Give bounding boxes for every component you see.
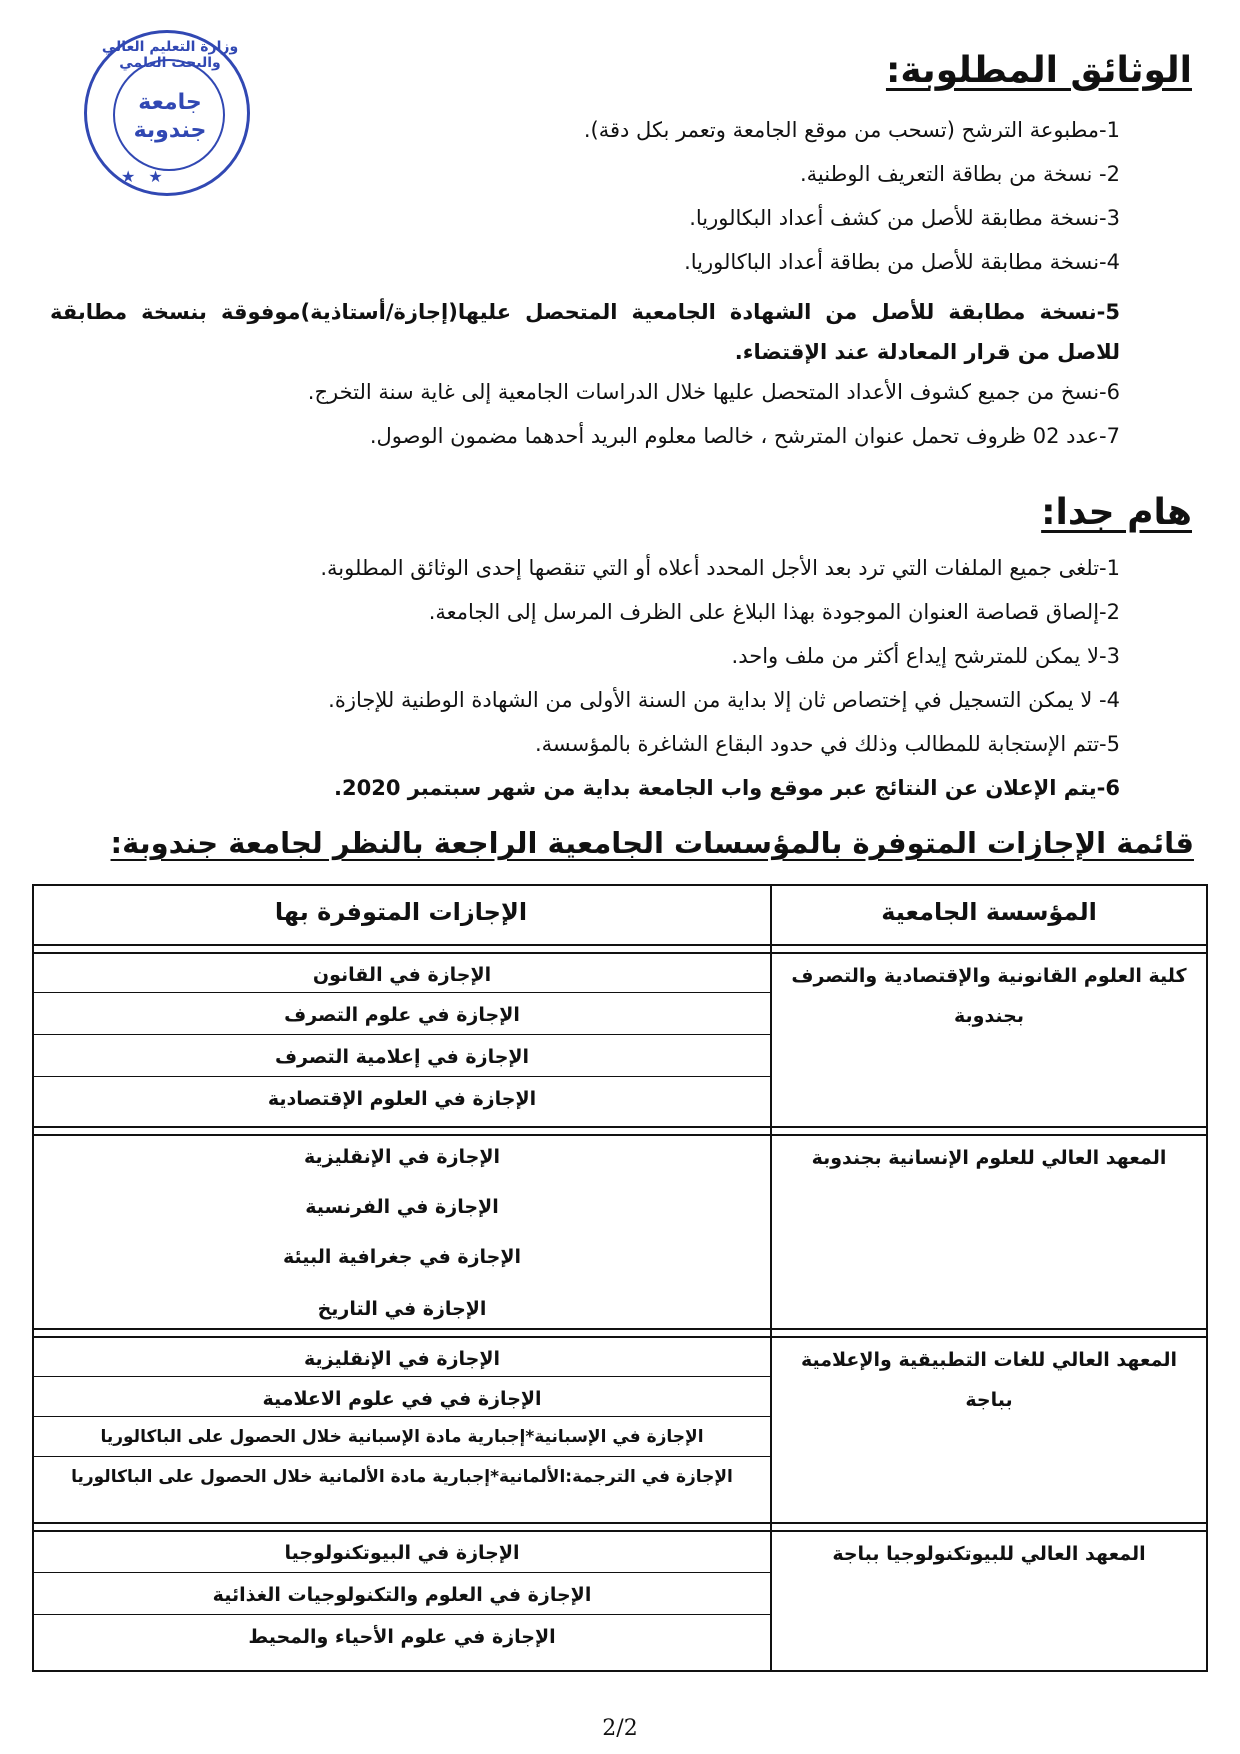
important-item-6: 6-يتم الإعلان عن النتائج عبر موقع واب الجامعة بداية من شهر سبتمبر 2020. (334, 776, 1120, 800)
degree-1-4: الإجازة في العلوم الإقتصادية (267, 1088, 537, 1110)
table-column-divider (770, 884, 772, 1672)
degree-2-2: الإجازة في الفرنسية (305, 1196, 499, 1218)
row-separator (32, 1416, 770, 1417)
stamp-stars: ★ ★ (121, 167, 167, 186)
institution-1 (784, 956, 1194, 1036)
university-stamp (84, 30, 250, 196)
required-doc-item-7: 7-عدد 02 ظروف تحمل عنوان المترشح ، خالصا معلوم البريد أحدهما مضمون الوصول. (369, 424, 1120, 448)
institution-4 (784, 1534, 1194, 1574)
degree-3-1: الإجازة في الإنقليزية (304, 1348, 500, 1370)
header-separator (32, 944, 1208, 946)
required-doc-item-5: 5-نسخة مطابقة للأصل من الشهادة الجامعية المتحصل عليها(إجازة/أستاذية)موفوقة بنسخة مطابقة للاصل من قرار المعادلة عند الإقتضاء. (50, 300, 1120, 364)
institution-3-line1: المعهد العالي للغات التطبيقية والإعلامية بباجة (800, 1349, 1178, 1411)
degree-3-2: الإجازة في في علوم الاعلامية (262, 1388, 542, 1410)
important-item-2: 2-إلصاق قصاصة العنوان الموجودة بهذا البلاغ على الظرف المرسل إلى الجامعة. (428, 600, 1120, 624)
stamp-center-line2: جندوبة (133, 118, 207, 143)
degree-3-3: الإجازة في الإسبانية*إجبارية مادة الإسبانية خلال الحصول على الباكالوريا (100, 1427, 704, 1447)
group-separator (32, 1126, 1208, 1128)
institution-4-line1: المعهد العالي للبيوتكنولوجيا بباجة (832, 1543, 1146, 1565)
group-separator-double (32, 1336, 1208, 1338)
stamp-ring-text: وزارة التعليم العالي والبحث العلمي (101, 39, 239, 71)
degree-4-2: الإجازة في العلوم والتكنولوجيات الغذائية (212, 1584, 592, 1606)
header-separator-double (32, 952, 1208, 954)
degrees-table (32, 884, 1208, 1672)
institution-1-line2: بجندوبة (953, 1005, 1025, 1027)
group-separator-double (32, 1134, 1208, 1136)
row-separator (32, 1456, 770, 1457)
degree-1-3: الإجازة في إعلامية التصرف (274, 1046, 530, 1068)
group-separator (32, 1328, 1208, 1330)
degree-2-4: الإجازة في التاريخ (317, 1298, 487, 1320)
page-number: 2/2 (602, 1716, 638, 1741)
important-title: هام جدا: (1041, 492, 1192, 533)
row-separator (32, 1076, 770, 1077)
row-separator (32, 992, 770, 993)
required-doc-item-2: 2- نسخة من بطاقة التعريف الوطنية. (800, 162, 1120, 186)
degree-1-2: الإجازة في علوم التصرف (284, 1004, 520, 1026)
degree-3-4: الإجازة في الترجمة:الألمانية*إجبارية مادة الألمانية خلال الحصول على الباكالوريا (71, 1467, 733, 1487)
degree-2-1: الإجازة في الإنقليزية (304, 1146, 500, 1168)
required-doc-item-1: 1-مطبوعة الترشح (تسحب من موقع الجامعة وتعمر بكل دقة). (583, 118, 1120, 142)
important-item-1: 1-تلغى جميع الملفات التي ترد بعد الأجل المحدد أعلاه أو التي تنقصها إحدى الوثائق المطلوبة. (320, 556, 1120, 580)
required-doc-item-4: 4-نسخة مطابقة للأصل من بطاقة أعداد الباكالوريا. (684, 250, 1120, 274)
degree-4-1: الإجازة في البيوتكنولوجيا (284, 1542, 520, 1564)
required-documents-title: الوثائق المطلوبة: (885, 50, 1192, 91)
institution-1-line1: كلية العلوم القانونية والإقتصادية والتصرف (791, 965, 1187, 987)
stamp-center-line1: جامعة (138, 90, 202, 115)
row-separator (32, 1034, 770, 1035)
header-degrees: الإجازات المتوفرة بها (274, 898, 528, 926)
important-item-5: 5-تتم الإستجابة للمطالب وذلك في حدود البقاع الشاغرة بالمؤسسة. (534, 732, 1120, 756)
stamp-center-text (117, 89, 223, 145)
required-doc-item-6: 6-نسخ من جميع كشوف الأعداد المتحصل عليها خلال الدراسات الجامعية إلى غاية سنة التخرج. (307, 380, 1120, 404)
group-separator-double (32, 1530, 1208, 1532)
row-separator (32, 1614, 770, 1615)
header-institution: المؤسسة الجامعية (881, 898, 1097, 926)
row-separator (32, 1572, 770, 1573)
degrees-list-title: قائمة الإجازات المتوفرة بالمؤسسات الجامعية الراجعة بالنظر لجامعة جندوبة: (110, 826, 1194, 860)
degree-1-1: الإجازة في القانون (312, 964, 492, 986)
group-separator (32, 1522, 1208, 1524)
row-separator (32, 1376, 770, 1377)
important-item-4: 4- لا يمكن التسجيل في إختصاص ثان إلا بداية من السنة الأولى من الشهادة الوطنية للإجازة. (328, 688, 1120, 712)
institution-3 (784, 1340, 1194, 1420)
important-item-3: 3-لا يمكن للمترشح إيداع أكثر من ملف واحد. (731, 644, 1120, 668)
required-doc-item-3: 3-نسخة مطابقة للأصل من كشف أعداد البكالوريا. (689, 206, 1120, 230)
institution-2-line1: المعهد العالي للعلوم الإنسانية بجندوبة (811, 1147, 1167, 1169)
institution-2 (784, 1138, 1194, 1178)
degree-4-3: الإجازة في علوم الأحياء والمحيط (248, 1626, 556, 1648)
degree-2-3: الإجازة في جغرافية البيئة (282, 1246, 522, 1268)
